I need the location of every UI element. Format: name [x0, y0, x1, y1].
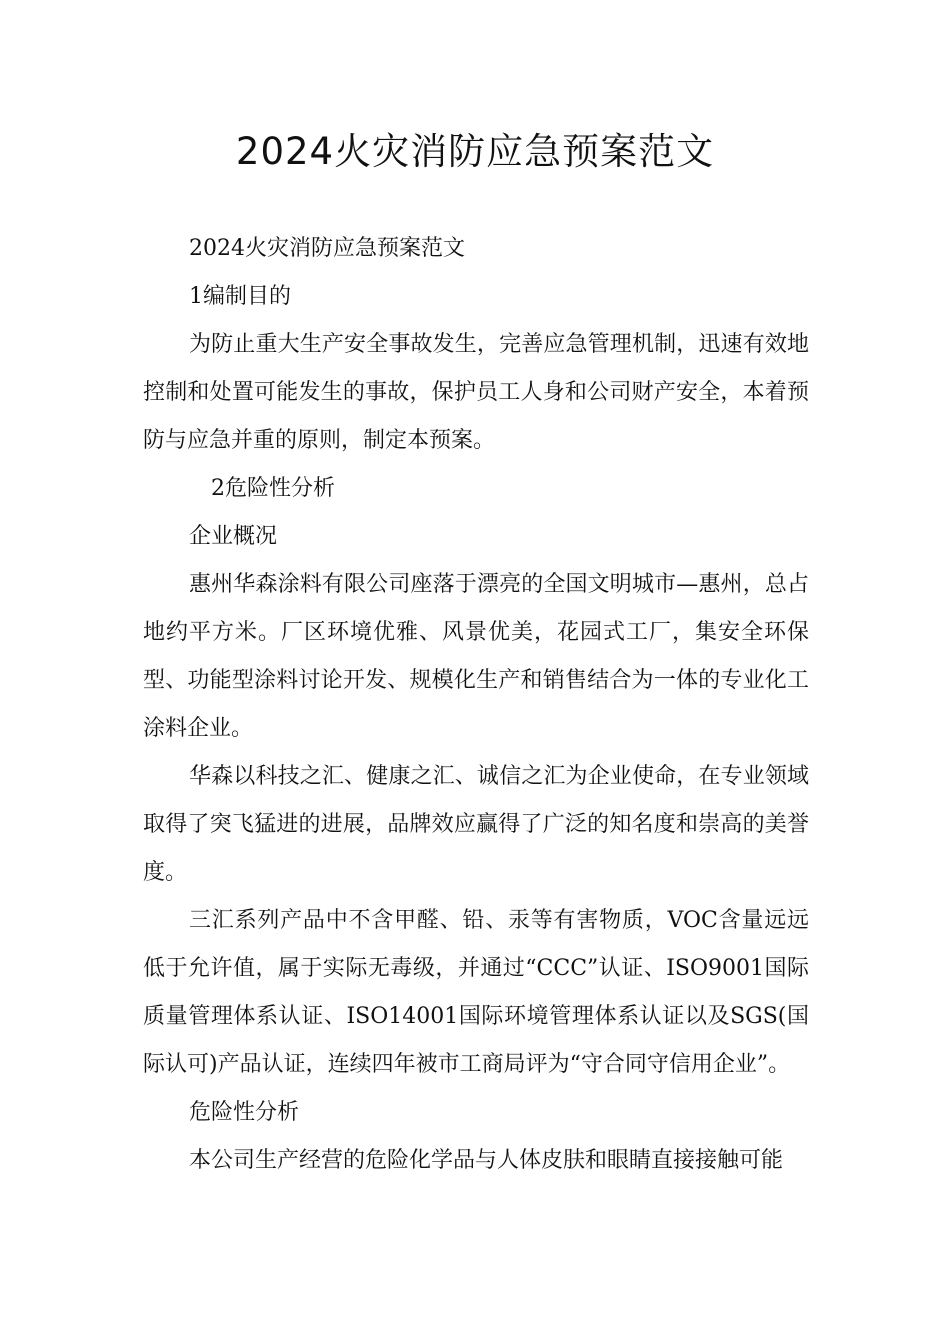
paragraph-product-certification: 三汇系列产品中不含甲醛、铅、汞等有害物质，VOC含量远远低于允许值，属于实际无毒级，并通过“CCC”认证、ISO9001国际质量管理体系认证、ISO14001国际环境管理体系认证以及SGS(国际认可)产品认证，连续四年被市工商局评为“守合同守信用企业”。 — [143, 908, 809, 1077]
heading-company-overview: 企业概况 — [189, 524, 278, 549]
heading-purpose: 1编制目的 — [189, 284, 291, 309]
paragraph-purpose: 为防止重大生产安全事故发生，完善应急管理机制，迅速有效地控制和处置可能发生的事故，保护员工人身和公司财产安全，本着预防与应急并重的原则，制定本预案。 — [143, 332, 809, 453]
paragraph-company-overview: 惠州华森涂料有限公司座落于漂亮的全国文明城市—惠州，总占地约平方米。厂区环境优雅、风景优美，花园式工厂，集安全环保型、功能型涂料讨论开发、规模化生产和销售结合为一体的专业化工涂料企业。 — [143, 572, 809, 741]
paragraph-hazard-analysis: 本公司生产经营的危险化学品与人体皮肤和眼睛直接接触可能 — [189, 1148, 784, 1173]
paragraph-subtitle: 2024火灾消防应急预案范文 — [189, 236, 465, 261]
document-body — [143, 225, 809, 1185]
document-title: 2024火灾消防应急预案范文 — [235, 130, 715, 173]
heading-hazard-analysis-sub: 危险性分析 — [189, 1100, 300, 1125]
heading-hazard-analysis: 2危险性分析 — [211, 476, 335, 501]
paragraph-company-mission: 华森以科技之汇、健康之汇、诚信之汇为企业使命，在专业领域取得了突飞猛进的进展，品牌效应赢得了广泛的知名度和崇高的美誉度。 — [143, 764, 809, 885]
